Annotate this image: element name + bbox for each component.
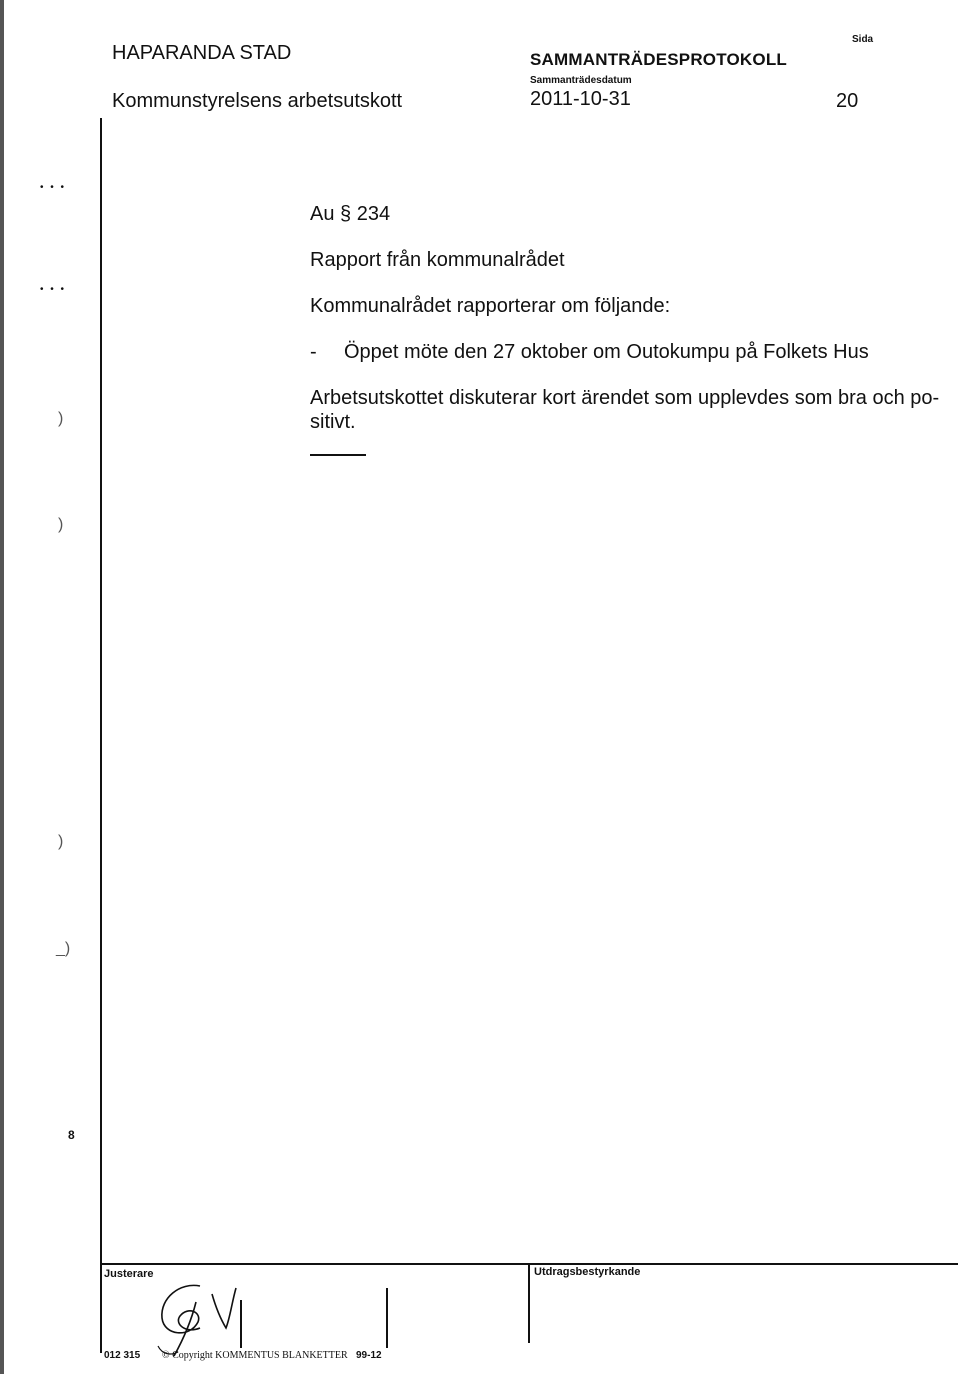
committee-name: Kommunstyrelsens arbetsutskott (112, 90, 403, 112)
closing-rule (310, 454, 366, 456)
signature-line (386, 1288, 388, 1348)
page-number: 20 (836, 90, 859, 112)
section-title: Rapport från kommunalrådet (310, 249, 565, 271)
bullet-dash: - (310, 341, 317, 363)
meeting-date: 2011-10-31 (530, 88, 631, 110)
margin-dots: • • • (40, 182, 67, 193)
footer-divider (528, 1263, 530, 1343)
utdrag-label: Utdragsbestyrkande (534, 1266, 641, 1278)
margin-dots: • • • (40, 284, 67, 295)
discussion-line-1: Arbetsutskottet diskuterar kort ärendet som upplevdes som bra och po- (310, 387, 940, 409)
meeting-date-label: Sammanträdesdatum (530, 75, 632, 86)
justerare-label: Justerare (104, 1268, 154, 1280)
document-type: SAMMANTRÄDESPROTOKOLL (530, 50, 787, 69)
scan-mark: _) (56, 940, 71, 957)
scan-mark: ) (58, 516, 64, 533)
intro-text: Kommunalrådet rapporterar om följande: (310, 295, 671, 317)
bullet-text: Öppet möte den 27 oktober om Outokumpu på Folkets Hus (344, 341, 869, 363)
copyright-notice: © Copyright KOMMENTUS BLANKETTER (162, 1350, 348, 1361)
scan-mark: ) (58, 833, 64, 850)
form-version: 99-12 (356, 1350, 382, 1361)
form-number: 012 315 (104, 1350, 141, 1361)
side-number: 8 (68, 1128, 75, 1142)
page-label: Sida (852, 34, 874, 45)
margin-rule (100, 118, 102, 1353)
scan-edge (0, 0, 4, 1374)
discussion-line-2: sitivt. (310, 411, 356, 433)
scan-mark: ) (58, 410, 64, 427)
paragraph-heading: Au § 234 (310, 203, 391, 225)
organization-name: HAPARANDA STAD (112, 42, 292, 64)
